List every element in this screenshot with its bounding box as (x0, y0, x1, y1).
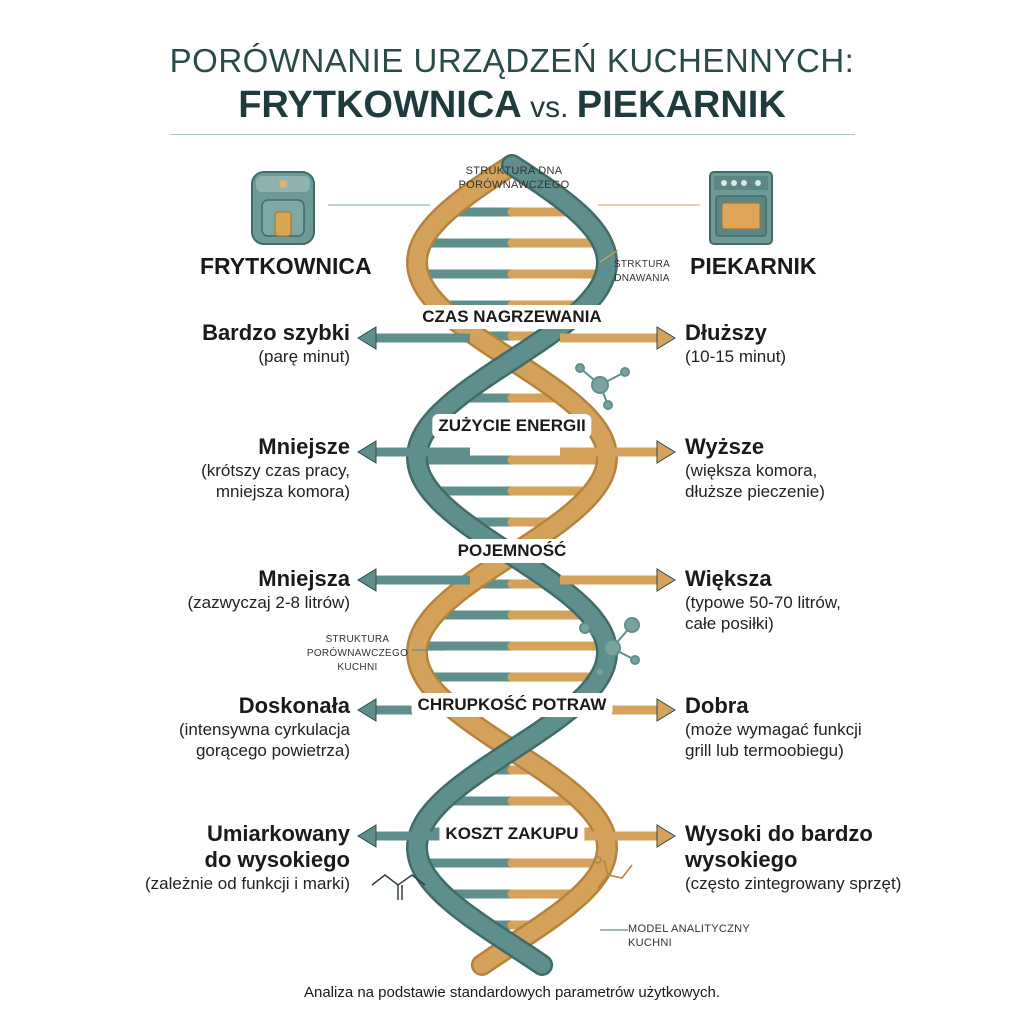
category-label: CHRUPKOŚĆ POTRAW (412, 693, 613, 717)
oven-arrow-head (657, 699, 675, 721)
fryer-value-main: Mniejsza (258, 566, 350, 591)
fryer-arrow-head (358, 699, 376, 721)
oven-value-detail: (może wymagać funkcji grill lub termoobiegu) (685, 720, 862, 760)
oven-value-detail: (10-15 minut) (685, 347, 787, 366)
fryer-value-main: Doskonała (238, 693, 350, 718)
air-fryer-icon (252, 172, 314, 244)
fryer-arrow-head (358, 327, 376, 349)
category-label: ZUŻYCIE ENERGII (432, 414, 591, 438)
oven-value-main: Dobra (685, 693, 749, 718)
oven-value (685, 566, 1015, 634)
oven-arrow-head (657, 327, 675, 349)
chemical-structure-left (372, 875, 425, 900)
category-label: CZAS NAGRZEWANIA (416, 305, 607, 329)
fryer-value-detail: (parę minut) (258, 347, 350, 366)
annotation-middle-left: STRUKTURA PORÓWNAWCZEGO KUCHNI (306, 634, 409, 673)
fryer-value (20, 320, 350, 367)
oven-value (685, 693, 1015, 761)
fryer-value (20, 434, 350, 502)
oven-arrow-head (657, 825, 675, 847)
footer-note: Analiza na podstawie standardowych parametrów użytkowych. (303, 984, 721, 1001)
oven-arrow-head (657, 569, 675, 591)
fryer-value (20, 693, 350, 761)
fryer-value-main: Mniejsze (258, 434, 350, 459)
fryer-value-detail: (zazwyczaj 2-8 litrów) (187, 593, 350, 612)
fryer-value-detail: (krótszy czas pracy, mniejsza komora) (201, 461, 350, 501)
oven-label: PIEKARNIK (690, 253, 817, 279)
fryer-arrow-head (358, 441, 376, 463)
category-label: KOSZT ZAKUPU (439, 822, 584, 846)
oven-value (685, 434, 1015, 502)
fryer-value-main: Bardzo szybki (202, 320, 350, 345)
annotation-top-right: STRKTURA DNAWANIA (613, 259, 671, 284)
annotation-bottom-right: MODEL ANALITYCZNY KUCHNI (628, 923, 751, 949)
title-right-device: PIEKARNIK (576, 84, 786, 126)
oven-value (685, 821, 1015, 894)
category-label: POJEMNOŚĆ (452, 539, 573, 563)
fryer-arrow-head (358, 825, 376, 847)
oven-value-main: Większa (685, 566, 772, 591)
oven-value-main: Wyższe (685, 434, 765, 459)
annotation-top: STRUKTURA DNA PORÓWNAWCZEGO (458, 165, 570, 191)
title-left-device: FRYTKOWNICA (238, 84, 522, 126)
oven-value-detail: (większa komora, dłuższe pieczenie) (685, 461, 825, 501)
page-title-line1: PORÓWNANIE URZĄDZEŃ KUCHENNYCH: (169, 42, 855, 79)
fryer-value-main: Umiarkowany do wysokiego (204, 821, 350, 872)
oven-value-main: Dłuższy (685, 320, 767, 345)
title-vs: vs. (521, 91, 577, 124)
oven-value-detail: (typowe 50-70 litrów, całe posiłki) (685, 593, 841, 633)
fryer-arrow-head (358, 569, 376, 591)
oven-arrow-head (657, 441, 675, 463)
fryer-value-detail: (zależnie od funkcji i marki) (144, 874, 350, 893)
fryer-label: FRYTKOWNICA (200, 253, 372, 279)
oven-icon (710, 172, 772, 244)
fryer-value (20, 821, 350, 894)
oven-value-main: Wysoki do bardzo wysokiego (685, 821, 873, 872)
oven-value (685, 320, 1015, 367)
oven-value-detail: (często zintegrowany sprzęt) (685, 874, 902, 893)
fryer-value-detail: (intensywna cyrkulacja gorącego powietrza) (178, 720, 350, 760)
fryer-value (20, 566, 350, 613)
